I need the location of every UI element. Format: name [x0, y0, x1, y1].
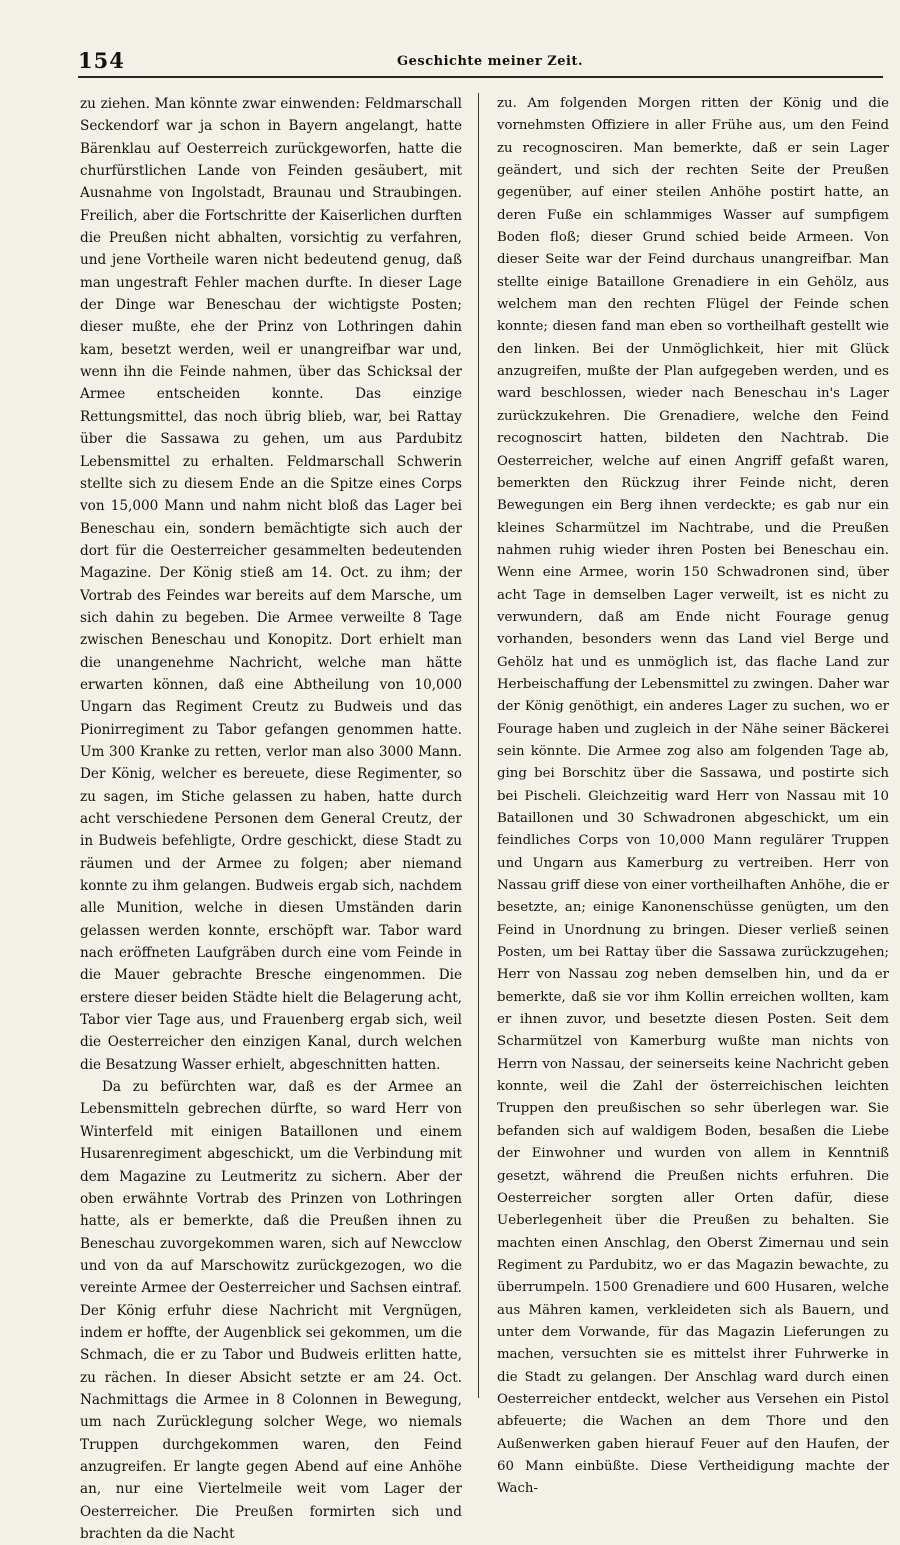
right-paragraph-1: zu. Am folgenden Morgen ritten der König und die vornehmsten Offiziere in aller Frühe aus, um den Feind zu recognosciren. Man bemerkte, daß er sein Lager geändert, und sich der rechten Seite der Preußen gegenüber, auf einer steilen Anhöhe postirt hatte, an deren Fuße ein schlammiges Wasser auf sumpfigem Boden floß; dieser Grund schied beide Armeen. Von dieser Seite war der Feind durchaus unangreifbar. Man stellte einige Bataillone Grenadiere in ein Gehölz, aus welchem man den rechten Flügel der Feinde schen konnte; diesen fand man eben so vortheilhaft gestellt wie den linken. Bei der Unmöglichkeit, hier mit Glück anzugreifen, mußte der Plan aufgegeben werden, und es ward beschlossen, wieder nach Beneschau in's Lager zurückzukehren. Die Grenadiere, welche den Feind recognoscirt hatten, bildeten den Nachtrab. Die Oesterreicher, welche auf einen Angriff gefaßt waren, bemerkten den Rückzug ihrer Feinde nicht, deren Bewegungen ein Berg ihnen verdeckte; es gab nur ein kleines Scharmützel im Nachtrabe, und die Preußen nahmen ruhig wieder ihren Posten bei Beneschau ein. Wenn eine Armee, worin 150 Schwadronen sind, über acht Tage in demselben Lager verweilt, ist es nicht zu verwundern, daß am Ende nicht Fourage genug vorhanden, besonders wenn das Land viel Berge und Gehölz hat und es unmöglich ist, das flache Land zur Herbeischaffung der Lebensmittel zu zwingen. Daher war der König genöthigt, ein anderes Lager zu suchen, wo er Fourage haben und zugleich in der Nähe seiner Bäckerei sein könnte. Die Armee zog also am folgenden Tage ab, ging bei Borschitz über die Sassawa, und postirte sich bei Pischeli. Gleichzeitig ward Herr von Nassau mit 10 Bataillonen und 30 Schwadronen abgeschickt, um ein feindliches Corps von 10,000 Mann regulärer Truppen und Ungarn aus Kamerburg zu vertreiben. Herr von Nassau griff diese von einer vortheilhaften Anhöhe, die er besetzte, an; einige Kanonenschüsse genügten, um den Feind in Unordnung zu bringen. Dieser verließ seinen Posten, um bei Rattay über die Sassawa zurückzugehen; Herr von Nassau zog neben demselben hin, und da er bemerkte, daß sie vor ihm Kollin erreichen wollten, kam er ihnen zuvor, und besetzte diesen Posten. Seit dem Scharmützel von Kamerburg wußte man nichts von Herrn von Nassau, der seinerseits keine Nachricht geben konnte, weil die Zahl der österreichischen leichten Truppen den preußischen so sehr überlegen war. Sie befanden sich auf waldigem Boden, besaßen die Liebe der Einwohner und wurden von allem in Kenntniß gesetzt, während die Preußen nichts erfuhren. Die Oesterreicher sorgten aller Orten dafür, diese Ueberlegenheit über die Preußen zu behalten. Sie machten einen Anschlag, den Oberst Zimernau und sein Regiment zu Pardubitz, wo er das Magazin bewachte, zu überrumpeln. 1500 Grenadiere und 600 Husaren, welche aus Mähren kamen, verkleideten sich als Bauern, und unter dem Vorwande, für das Magazin Lieferungen zu machen, versuchten sie es mittelst ihrer Fuhrwerke in die Stadt zu gelangen. Der Anschlag ward durch einen Oesterreicher entdeckt, welcher aus Versehen ein Pistol abfeuerte; die Wachen an dem Thore und den Außenwerken gaben hierauf Feuer auf den Haufen, der 60 Mann einbüßte. Diese Vertheidigung machte der Wach- [497, 96, 889, 1497]
left-paragraph-1: zu ziehen. Man könnte zwar einwenden: Feldmarschall Seckendorf war ja schon in Bayern angelangt, hatte Bärenklau auf Oesterreich zurückgeworfen, hatte die churfürstlichen Lande von Feinden gesäubert, mit Ausnahme von Ingolstadt, Braunau und Straubingen. Freilich, aber die Fortschritte der Kaiserlichen durften die Preußen nicht abhalten, vorsichtig zu verfahren, und jene Vortheile waren nicht bedeutend genug, daß man ungestraft Fehler machen durfte. In dieser Lage der Dinge war Beneschau der wichtigste Posten; dieser mußte, ehe der Prinz von Lothringen dahin kam, besetzt werden, weil er unangreifbar war und, wenn ihn die Feinde nahmen, über das Schicksal der Armee entscheiden konnte. Das einzige Rettungsmittel, das noch übrig blieb, war, bei Rattay über die Sassawa zu gehen, um aus Pardubitz Lebensmittel zu erhalten. Feldmarschall Schwerin stellte sich zu diesem Ende an die Spitze eines Corps von 15,000 Mann und nahm nicht bloß das Lager bei Beneschau ein, sondern bemächtigte sich auch der dort für die Oesterreicher gesammelten bedeutenden Magazine. Der König stieß am 14. Oct. zu ihm; der Vortrab des Feindes war bereits auf dem Marsche, um sich dahin zu begeben. Die Armee verweilte 8 Tage zwischen Beneschau und Konopitz. Dort erhielt man die unangenehme Nachricht, welche man hätte erwarten können, daß eine Abtheilung von 10,000 Ungarn das Regiment Creutz zu Budweis und das Pionirregiment zu Tabor gefangen genommen hatte. Um 300 Kranke zu retten, verlor man also 3000 Mann. Der König, welcher es bereuete, diese Regimenter, so zu sagen, im Stiche gelassen zu haben, hatte durch acht verschiedene Personen dem General Creutz, der in Budweis befehligte, Ordre geschickt, diese Stadt zu räumen und der Armee zu folgen; aber niemand konnte zu ihm gelangen. Budweis ergab sich, nachdem alle Munition, welche in diesen Umständen darin gelassen werden konnte, erschöpft war. Tabor ward nach eröffneten Laufgräben durch eine vom Feinde in die Mauer gebrachte Bresche eingenommen. Die erstere dieser beiden Städte hielt die Belagerung acht, Tabor vier Tage aus, und Frauenberg ergab sich, weil die Oesterreicher den einzigen Kanal, durch welchen die Besatzung Wasser erhielt, abgeschnitten hatten. [80, 96, 462, 1073]
page-number: 154 [78, 48, 125, 73]
running-title: Geschichte meiner Zeit. [397, 54, 583, 69]
right-text-column [497, 93, 889, 1497]
page-header [78, 46, 883, 78]
left-text-column [80, 93, 462, 1542]
column-divider [478, 93, 479, 1398]
left-paragraph-2: Da zu befürchten war, daß es der Armee an Lebensmitteln gebrechen dürfte, so ward Herr von Winterfeld mit einigen Bataillonen und einem Husarenregiment abgeschickt, um die Verbindung mit dem Magazine zu Leutmeritz zu sichern. Aber der oben erwähnte Vortrab des Prinzen von Lothringen hatte, als er bemerkte, daß die Preußen ihnen zu Beneschau zuvorgekommen waren, sich auf Newcclow und von da auf Marschowitz zurückgezogen, wo die vereinte Armee der Oesterreicher und Sachsen eintraf. Der König erfuhr diese Nachricht mit Vergnügen, indem er hoffte, der Augenblick sei gekommen, um die Schmach, die er zu Tabor und Budweis erlitten hatte, zu rächen. In dieser Absicht setzte er am 24. Oct. Nachmittags die Armee in 8 Colonnen in Bewegung, um nach Zurücklegung solcher Wege, wo niemals Truppen durchgekommen waren, den Feind anzugreifen. Er langte gegen Abend auf eine Anhöhe an, nur eine Viertelmeile weit vom Lager der Oesterreicher. Die Preußen formirten sich und brachten da die Nacht [80, 1079, 462, 1542]
